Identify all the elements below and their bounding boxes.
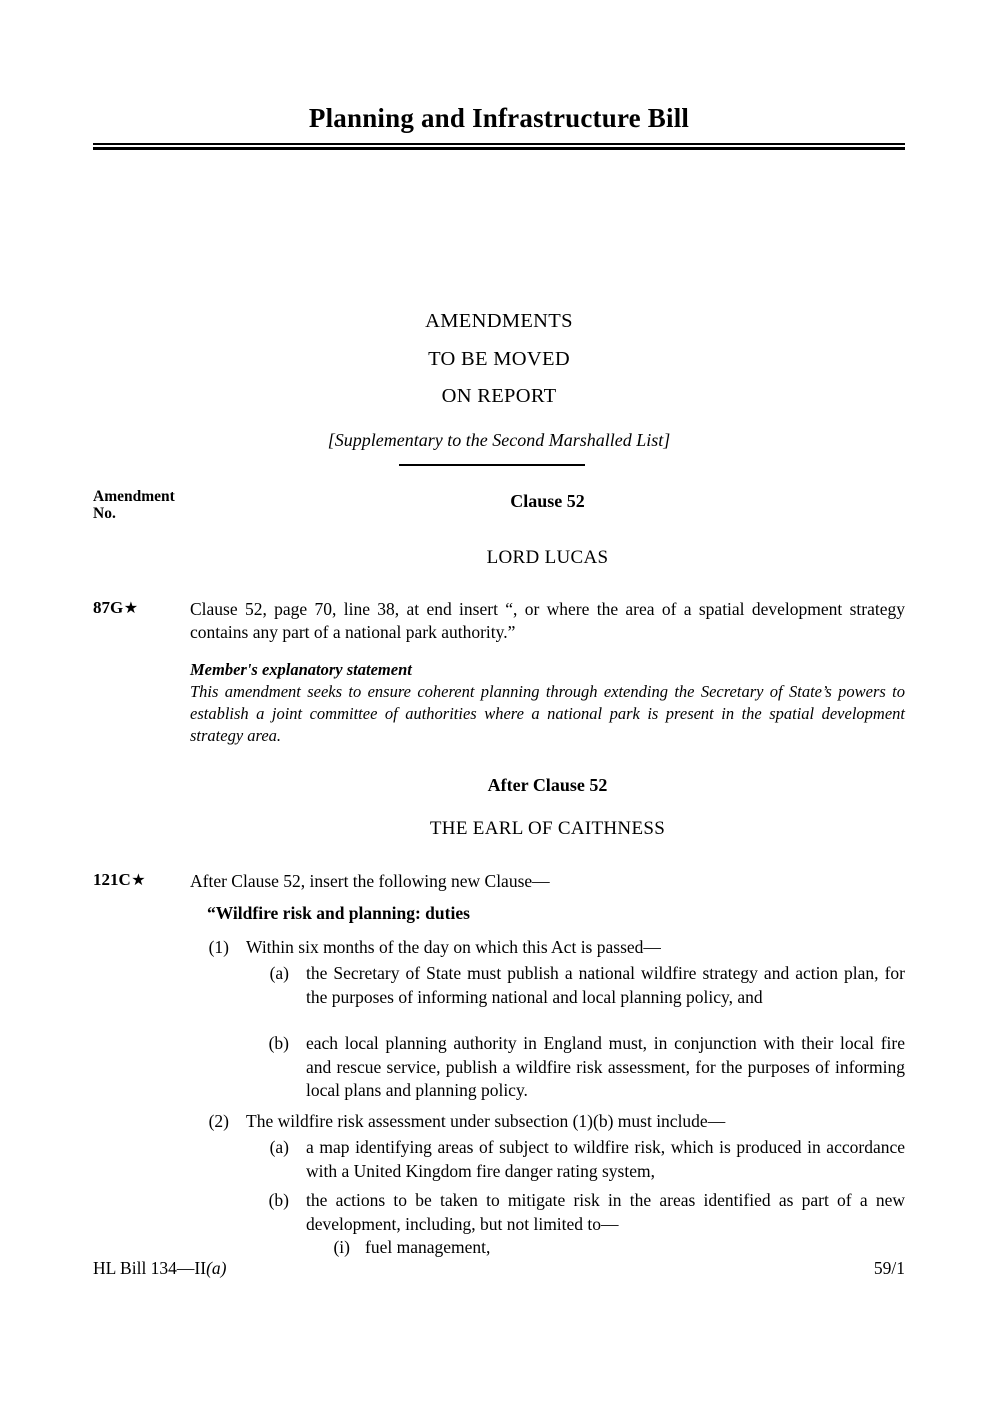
provision-2-text: The wildfire risk assessment under subsection (1)(b) must include—	[246, 1111, 726, 1131]
provision-1	[93, 936, 905, 960]
title-rule-lower	[93, 147, 905, 150]
amendment-no-label-line2: No.	[93, 505, 116, 522]
clause-heading-after-52: After Clause 52	[487, 775, 608, 795]
bill-reference	[93, 1258, 227, 1279]
amendment-row-121c	[93, 870, 905, 893]
page-number: 59/1	[873, 1258, 905, 1278]
mover-name-earl-of-caithness: THE EARL OF CAITHNESS	[429, 818, 666, 839]
amendment-text-121c: After Clause 52, insert the following new Clause—	[190, 871, 550, 891]
provision-2bi-marker: (i)	[333, 1237, 350, 1257]
provision-2bi	[93, 1236, 905, 1260]
starred-amendment-icon: ★	[123, 600, 139, 617]
provision-2	[93, 1110, 905, 1134]
heading-line-on-report: ON REPORT	[441, 385, 557, 407]
amendment-no-label	[93, 488, 175, 522]
provision-2a	[93, 1136, 905, 1183]
provision-1-marker: (1)	[208, 937, 229, 957]
starred-amendment-icon: ★	[131, 872, 146, 889]
title-double-rule	[93, 143, 905, 150]
provision-1b-marker: (b)	[268, 1033, 289, 1053]
provision-2bi-text: fuel management,	[365, 1237, 491, 1257]
amendments-heading-block	[93, 303, 905, 451]
provision-1a	[93, 962, 905, 1009]
title-rule-upper	[93, 143, 905, 145]
heading-line-to-be-moved: TO BE MOVED	[428, 347, 570, 370]
amendment-row-87g	[93, 598, 905, 644]
bill-reference-prefix: HL Bill 134—II	[93, 1258, 207, 1278]
heading-subtitle: [Supplementary to the Second Marshalled List]	[327, 429, 671, 450]
explanatory-statement-title: Member's explanatory statement	[190, 660, 412, 679]
provision-1-text: Within six months of the day on which this Act is passed—	[246, 937, 661, 957]
amendment-number-87g-text: 87G	[93, 598, 124, 617]
new-clause-title: “Wildfire risk and planning: duties	[207, 903, 470, 923]
amendment-number-121c	[93, 870, 183, 890]
provision-1b	[93, 1032, 905, 1103]
provision-1a-marker: (a)	[269, 963, 289, 983]
amendment-text-87g: Clause 52, page 70, line 38, at end insert “, or where the area of a spatial development strategy contains any part of a national park authority.”	[190, 599, 905, 642]
explanatory-statement-text: This amendment seeks to ensure coherent planning through extending the Secretary of State’s powers to establish a joint committee of authorities where a national park is present in the spatial development strategy area.	[190, 682, 905, 745]
provision-2b	[93, 1189, 905, 1236]
provision-2a-text: a map identifying areas of subject to wildfire risk, which is produced in accordance with a United Kingdom fire danger rating system,	[306, 1137, 905, 1181]
provision-2b-marker: (b)	[268, 1190, 289, 1210]
clause-heading-52: Clause 52	[510, 491, 585, 511]
heading-divider-rule	[399, 464, 585, 466]
mover-name-lord-lucas: LORD LUCAS	[486, 547, 609, 568]
heading-line-amendments: AMENDMENTS	[425, 310, 573, 332]
explanatory-statement-87g	[190, 659, 905, 747]
provision-2a-marker: (a)	[269, 1137, 289, 1157]
amendment-no-label-line1: Amendment	[93, 488, 175, 505]
amendment-number-87g	[93, 598, 183, 618]
amendment-number-121c-text: 121C	[93, 870, 131, 889]
provision-1a-text: the Secretary of State must publish a national wildfire strategy and action plan, for the purposes of informing national and local planning policy, and	[306, 963, 905, 1007]
bill-reference-suffix: (a)	[206, 1258, 227, 1278]
provision-2b-text: the actions to be taken to mitigate risk in the areas identified as part of a new development, including, but not limited to—	[306, 1190, 905, 1234]
page-footer	[93, 1258, 905, 1279]
provision-1b-text: each local planning authority in England must, in conjunction with their local fire and rescue service, publish a wildfire risk assessment, for the purposes of informing local plans and planning policy.	[306, 1033, 905, 1100]
provision-2-marker: (2)	[208, 1111, 229, 1131]
page-title: Planning and Infrastructure Bill	[308, 103, 690, 133]
